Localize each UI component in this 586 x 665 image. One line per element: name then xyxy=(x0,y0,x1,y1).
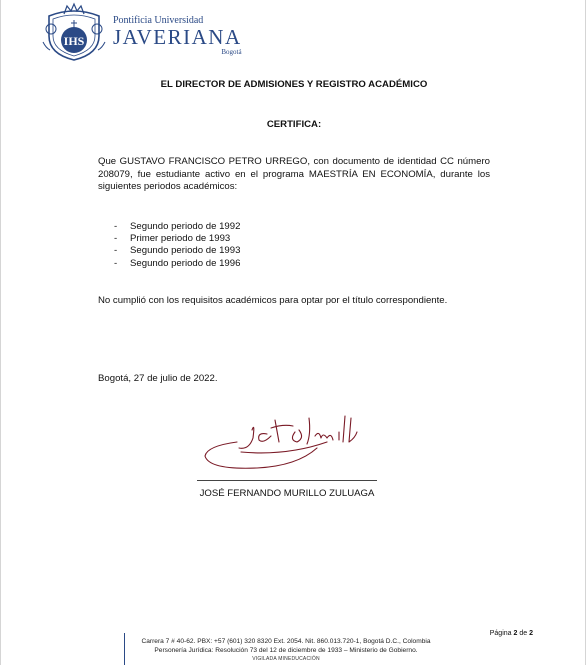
period-text: Primer periodo de 1993 xyxy=(130,233,231,245)
footer-oversight: VIGILADA MINEDUCACIÓN xyxy=(252,656,320,663)
footer-address: Carrera 7 # 40-62. PBX: +57 (601) 320 8320 Ext. 2054. Nit. 860.013.720-1, Bogotá D.C., Colombia xyxy=(141,638,431,645)
list-marker: - xyxy=(114,245,118,257)
list-item xyxy=(114,245,240,257)
date-line: Bogotá, 27 de julio de 2022. xyxy=(98,373,218,384)
university-logo xyxy=(41,2,242,62)
period-text: Segundo periodo de 1992 xyxy=(130,221,241,232)
list-marker: - xyxy=(114,233,118,245)
footer-legal: Personería Jurídica: Resolución 73 del 12 de diciembre de 1933 – Ministerio de Gobierno. xyxy=(154,646,418,654)
university-name xyxy=(113,9,242,56)
list-item xyxy=(114,221,240,233)
footer xyxy=(131,638,441,664)
document-subheading: CERTIFICA: xyxy=(266,119,322,130)
page-of: de xyxy=(519,630,528,637)
requirements-note: No cumplió con los requisitos académicos para optar por el título correspondiente. xyxy=(98,295,448,306)
page-label: Página xyxy=(489,630,512,637)
list-item xyxy=(114,258,240,270)
certification-paragraph: Que GUSTAVO FRANCISCO PETRO URREGO, con documento de identidad CC número 208079, fue estudiante activo en el programa MAESTRÍA EN ECONOMÍA, durante los siguientes periodos académicos: xyxy=(98,156,490,192)
page-number xyxy=(490,630,533,637)
list-marker: - xyxy=(114,221,118,232)
period-text: Segundo periodo de 1993 xyxy=(130,245,241,257)
university-city: Bogotá xyxy=(221,47,242,56)
university-name-small: Pontificia Universidad xyxy=(113,14,204,26)
page-current: 2 xyxy=(513,630,518,637)
seal-letters: IHS xyxy=(63,34,85,48)
university-name-big: JAVERIANA xyxy=(113,24,242,49)
document-heading: EL DIRECTOR DE ADMISIONES Y REGISTRO ACADÉMICO xyxy=(160,79,428,90)
period-text: Segundo periodo de 1996 xyxy=(130,257,241,269)
signatory-name: JOSÉ FERNANDO MURILLO ZULUAGA xyxy=(199,488,375,499)
university-seal-icon xyxy=(41,2,107,62)
handwritten-signature xyxy=(197,412,377,478)
page-total: 2 xyxy=(529,630,533,637)
signature-line xyxy=(197,480,377,481)
academic-periods-list xyxy=(114,221,240,270)
footer-divider xyxy=(124,633,125,665)
list-item xyxy=(114,233,240,245)
list-marker: - xyxy=(114,257,118,269)
